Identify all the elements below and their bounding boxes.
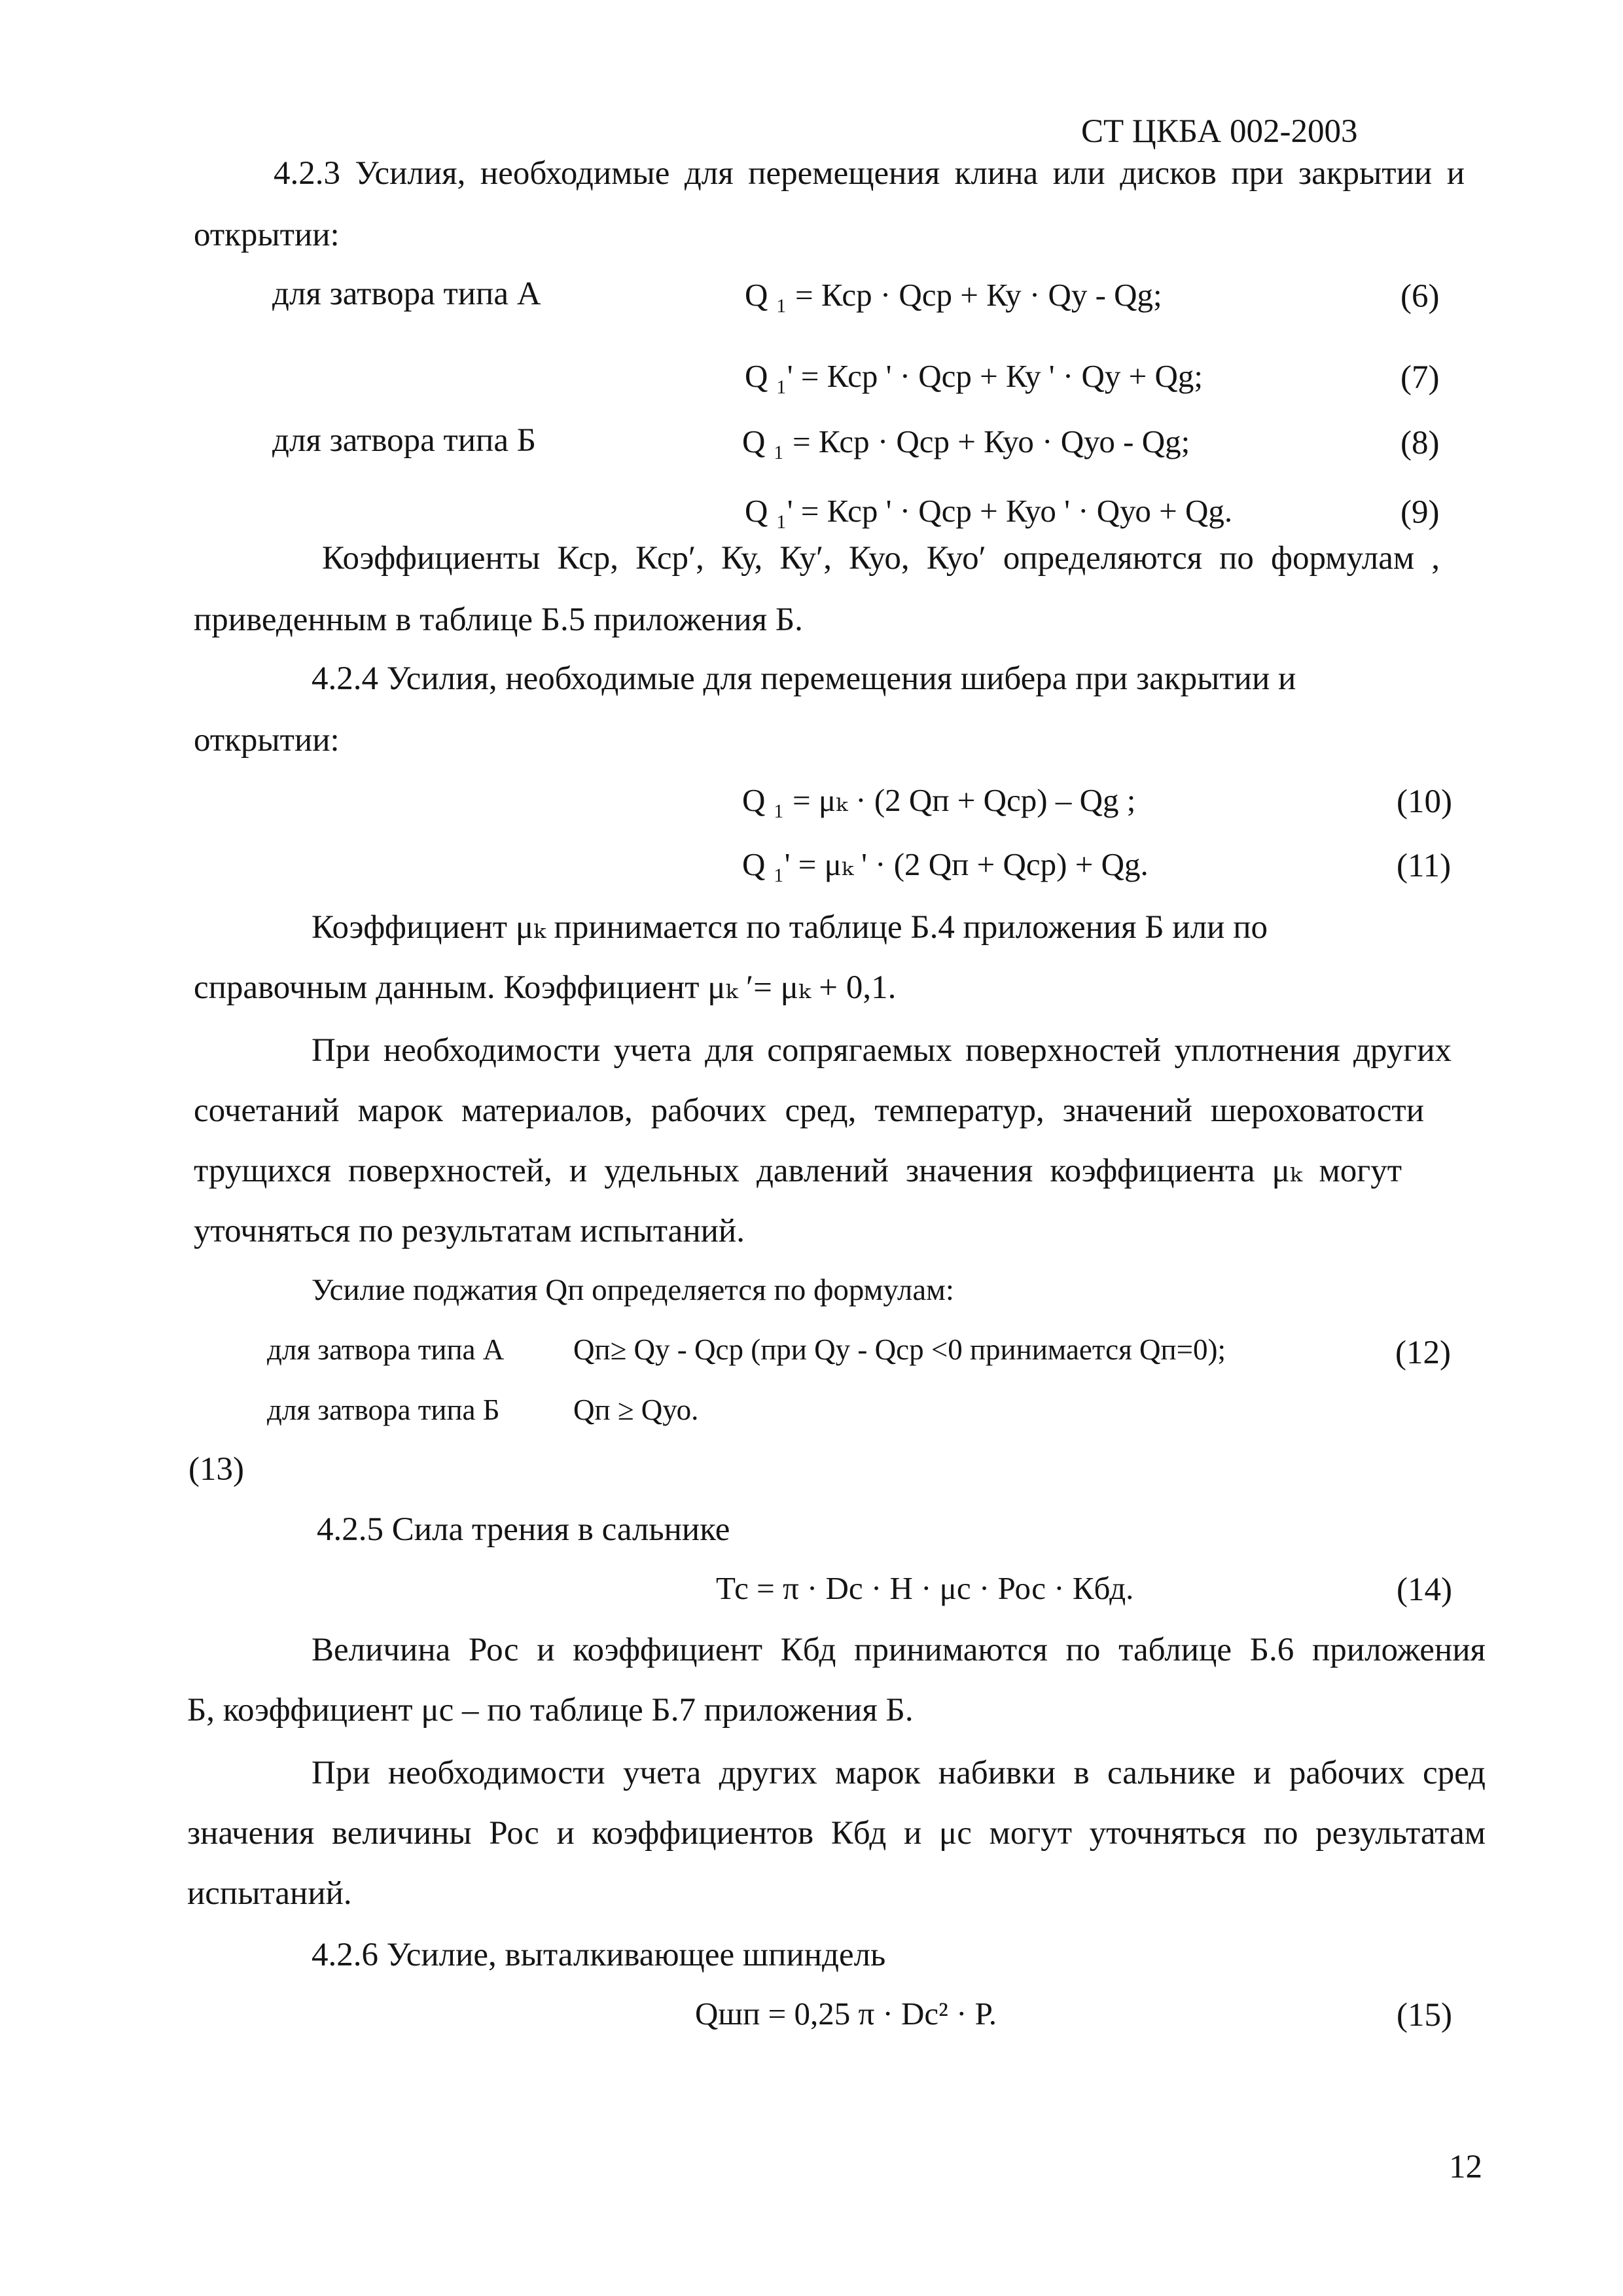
equation-7: Q ₁' = Кср ' · Qср + Ку ' · Qу + Qg; <box>745 358 1203 394</box>
equation-14: Тс = π · Dс · Н · μc · Рос · Кбд. <box>716 1570 1134 1606</box>
equation-number-15: (15) <box>1397 1997 1452 2034</box>
equation-13: Qп ≥ Qуо. <box>573 1393 699 1426</box>
equation-12: Qп≥ Qу - Qср (при Qу - Qср <0 принимается Qп=0); <box>573 1333 1226 1366</box>
equation-number-14: (14) <box>1397 1571 1452 1608</box>
mu-coefficient-line1: Коэффициент μₖ принимается по таблице Б.4 приложения Б или по <box>312 909 1268 946</box>
section-4-2-4-line2: открытии: <box>194 722 340 759</box>
page-number: 12 <box>1449 2149 1482 2185</box>
doc-code-header: СТ ЦКБА 002-2003 <box>1081 113 1358 150</box>
equation-11: Q ₁' = μₖ ' · (2 Qп + Qср) + Qg. <box>742 846 1149 882</box>
section-4-2-3-line2: открытии: <box>194 217 340 253</box>
section-4-2-3-line1: 4.2.3 Усилия, необходимые для перемещения клина или дисков при закрытии и <box>274 155 1465 192</box>
equation-8: Q ₁ = Кср · Qср + Куо · Qуо - Qg; <box>742 423 1190 459</box>
coefficients-line1: Коэффициенты Кср, Кср′, Ку, Ку′, Куо, Куо′ определяются по формулам , <box>322 540 1440 577</box>
qp-intro: Усилие поджатия Qп определяется по формулам: <box>312 1273 954 1307</box>
section-4-2-5-title: 4.2.5 Сила трения в сальнике <box>317 1511 730 1548</box>
section-4-2-5-p2-line3: испытаний. <box>187 1875 352 1912</box>
extra-paragraph-line2: сочетаний марок материалов, рабочих сред, температур, значений шероховатости <box>194 1092 1424 1129</box>
label-gate-type-b: для затвора типа Б <box>272 422 537 459</box>
extra-paragraph-line4: уточняться по результатам испытаний. <box>194 1213 745 1249</box>
extra-paragraph-line3: трущихся поверхностей, и удельных давлений значения коэффициента μₖ могут <box>194 1153 1402 1189</box>
equation-10: Q ₁ = μₖ · (2 Qп + Qср) – Qg ; <box>742 782 1136 818</box>
section-4-2-5-p1-line2: Б, коэффициент μc – по таблице Б.7 приложения Б. <box>187 1692 914 1729</box>
qp-label-gate-type-b: для затвора типа Б <box>267 1393 500 1426</box>
equation-number-11: (11) <box>1397 848 1452 884</box>
equation-number-7: (7) <box>1400 359 1440 396</box>
coefficients-line2: приведенным в таблице Б.5 приложения Б. <box>194 601 803 638</box>
mu-coefficient-line2: справочным данным. Коэффициент μₖ ′= μₖ + 0,1. <box>194 969 897 1006</box>
section-4-2-5-p1-line1: Величина Рос и коэффициент Кбд принимаются по таблице Б.6 приложения <box>312 1632 1486 1668</box>
section-4-2-6-title: 4.2.6 Усилие, выталкивающее шпиндель <box>312 1937 886 1973</box>
equation-number-6: (6) <box>1400 278 1440 315</box>
section-4-2-5-p2-line2: значения величины Рос и коэффициентов Кбд и μc могут уточняться по результатам <box>187 1815 1486 1852</box>
equation-number-8: (8) <box>1400 425 1440 461</box>
equation-9: Q ₁' = Кср ' · Qср + Куо ' · Qуо + Qg. <box>745 493 1233 529</box>
equation-number-10: (10) <box>1397 783 1452 820</box>
section-4-2-5-p2-line1: При необходимости учета других марок набивки в сальнике и рабочих сред <box>312 1755 1486 1791</box>
equation-number-9: (9) <box>1400 494 1440 531</box>
equation-15: Qшп = 0,25 π · Dс² · Р. <box>695 1996 997 2032</box>
section-4-2-4-line1: 4.2.4 Усилия, необходимые для перемещения шибера при закрытии и <box>312 660 1296 697</box>
qp-label-gate-type-a: для затвора типа А <box>267 1333 505 1366</box>
equation-6: Q ₁ = Кср · Qср + Ку · Qу - Qg; <box>745 277 1162 313</box>
extra-paragraph-line1: При необходимости учета для сопрягаемых поверхностей уплотнения других <box>312 1032 1452 1069</box>
equation-number-13: (13) <box>188 1451 244 1488</box>
equation-number-12: (12) <box>1395 1335 1451 1371</box>
label-gate-type-a: для затвора типа А <box>272 276 541 312</box>
